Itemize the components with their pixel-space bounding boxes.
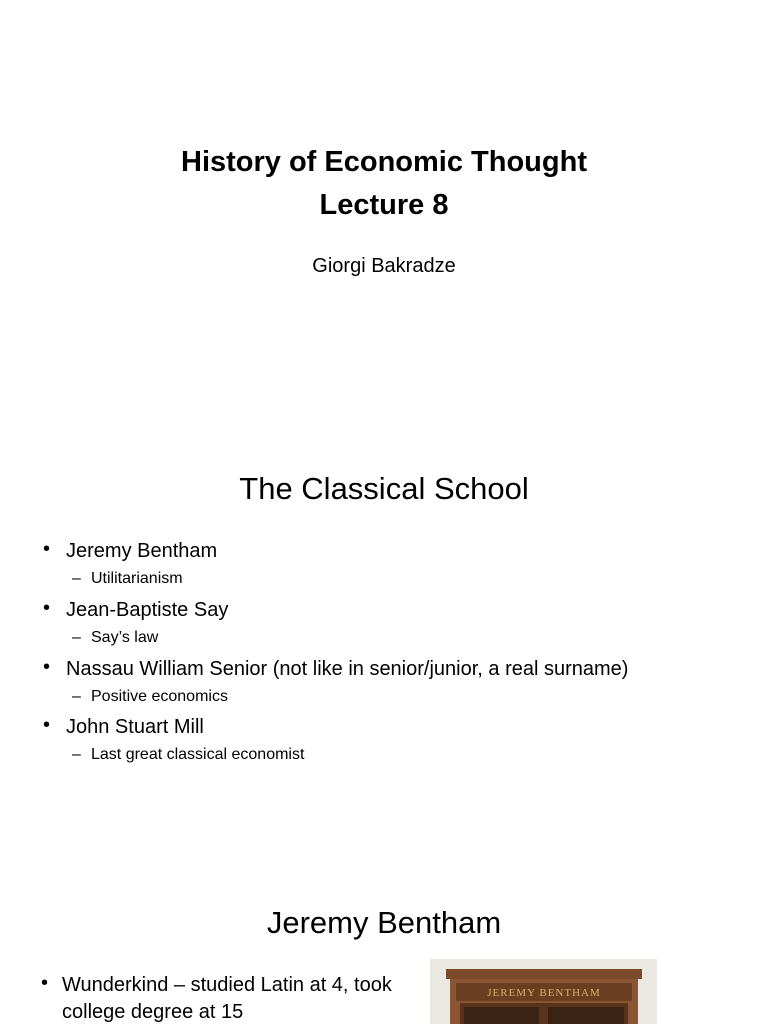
bullet-dot: • [43, 538, 51, 560]
slide-title: The Classical School [239, 471, 529, 506]
jeremy-bentham-slide [0, 880, 768, 1024]
sub-bullet-text: Say’s law [91, 629, 159, 646]
classical-school-slide [0, 430, 768, 880]
bullet-text: Jean-Baptiste Say [66, 599, 229, 621]
slide-title: Jeremy Bentham [266, 905, 502, 940]
sub-bullet-dash: – [72, 629, 81, 646]
author-name: Giorgi Bakradze [312, 255, 456, 277]
bullet-text: Jeremy Bentham [66, 540, 218, 562]
bullet-dot: • [43, 714, 51, 736]
sub-bullet-text: Utilitarianism [91, 570, 183, 587]
lecture-number: Lecture 8 [319, 189, 449, 221]
bullet-text: Nassau William Senior (not like in senior/junior, a real surname) [66, 658, 629, 680]
bullet-text: John Stuart Mill [66, 716, 204, 738]
bentham-cabinet-photo [430, 959, 657, 1024]
sub-bullet-text: Positive economics [91, 688, 228, 705]
bullet-dot: • [43, 597, 51, 619]
sub-bullet-dash: – [72, 570, 81, 587]
bullet-dot: • [41, 972, 49, 994]
sub-bullet-dash: – [72, 746, 81, 763]
sub-bullet-dash: – [72, 688, 81, 705]
bullet-dot: • [43, 656, 51, 678]
cabinet-inscription: JEREMY BENTHAM [487, 987, 601, 999]
title-slide [0, 0, 768, 430]
sub-bullet-text: Last great classical economist [91, 746, 305, 763]
bullet-text: Wunderkind – studied Latin at 4, took college degree at 15 [62, 974, 392, 1023]
lecture-title: History of Economic Thought [181, 146, 587, 178]
